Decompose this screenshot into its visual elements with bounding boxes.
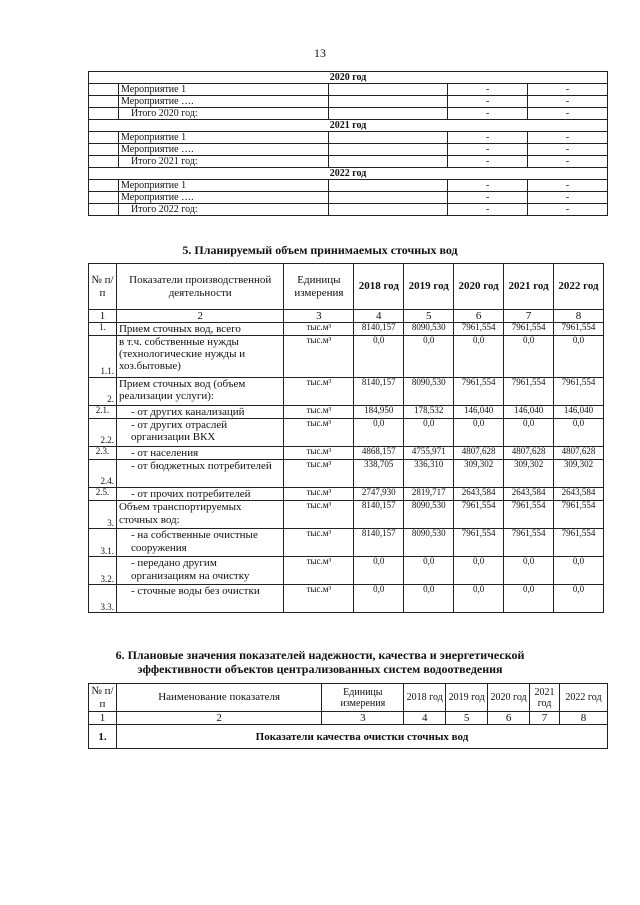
index-cell: 1 xyxy=(89,310,117,323)
measure-value: - xyxy=(528,84,608,96)
page-number: 13 xyxy=(314,46,326,60)
row-value: 2643,584 xyxy=(554,488,604,501)
measure-label: Итого 2022 год: xyxy=(118,204,328,216)
measure-label: Мероприятие 1 xyxy=(118,180,328,192)
section6-title xyxy=(0,648,640,676)
row-indicator-name: - сточные воды без очистки xyxy=(116,585,284,613)
row-value: 4755,971 xyxy=(404,447,454,460)
measure-row xyxy=(89,192,608,204)
row-value: 0,0 xyxy=(554,557,604,585)
row-number: 1. xyxy=(89,323,117,336)
row-value: 8090,530 xyxy=(404,529,454,557)
measure-value: - xyxy=(448,132,528,144)
row-value: 146,040 xyxy=(554,406,604,419)
row-value: 0,0 xyxy=(504,585,554,613)
measure-num-cell xyxy=(89,156,119,168)
row-value: 8140,157 xyxy=(354,323,404,336)
row-number: 3.1. xyxy=(89,529,117,557)
header-num: № п/п xyxy=(89,684,117,712)
row-value: 338,705 xyxy=(354,460,404,488)
row-value: 7961,554 xyxy=(554,501,604,529)
header-year: 2021 год xyxy=(530,684,560,712)
header-name: Показатели производственной деятельности xyxy=(116,264,284,310)
row-number: 3. xyxy=(89,501,117,529)
row-value: 2819,717 xyxy=(404,488,454,501)
table-row xyxy=(89,488,604,501)
row-number: 2.1. xyxy=(89,406,117,419)
measure-value: - xyxy=(528,144,608,156)
measure-empty-cell xyxy=(328,204,448,216)
row-value: 0,0 xyxy=(404,557,454,585)
measure-num-cell xyxy=(89,192,119,204)
year-heading: 2020 год xyxy=(89,72,608,84)
header-unit: Единицы измерения xyxy=(284,264,354,310)
row-value: 309,302 xyxy=(554,460,604,488)
row-value: 2747,930 xyxy=(354,488,404,501)
measure-label: Мероприятие …. xyxy=(118,192,328,204)
row-value: 8090,530 xyxy=(404,323,454,336)
row-value: 7961,554 xyxy=(504,378,554,406)
measure-row xyxy=(89,96,608,108)
measure-empty-cell xyxy=(328,156,448,168)
year-heading: 2021 год xyxy=(89,120,608,132)
index-cell: 6 xyxy=(454,310,504,323)
measure-num-cell xyxy=(89,96,119,108)
section-row xyxy=(89,725,608,749)
measure-row xyxy=(89,108,608,120)
row-value: 0,0 xyxy=(454,419,504,447)
index-cell: 3 xyxy=(284,310,354,323)
header-num: № п/п xyxy=(89,264,117,310)
row-value: 0,0 xyxy=(404,336,454,378)
row-value: 7961,554 xyxy=(504,529,554,557)
row-value: 7961,554 xyxy=(454,501,504,529)
measure-value: - xyxy=(448,144,528,156)
row-indicator-name: - от других канализаций xyxy=(116,406,284,419)
row-unit: тыс.м³ xyxy=(284,406,354,419)
row-unit: тыс.м³ xyxy=(284,488,354,501)
row-value: 0,0 xyxy=(354,336,404,378)
row-value: 4868,157 xyxy=(354,447,404,460)
row-value: 0,0 xyxy=(354,419,404,447)
measure-value: - xyxy=(448,84,528,96)
index-cell: 8 xyxy=(554,310,604,323)
row-value: 336,310 xyxy=(404,460,454,488)
section5-title: 5. Планируемый объем принимаемых сточных вод xyxy=(182,243,458,257)
row-unit: тыс.м³ xyxy=(284,336,354,378)
row-value: 4807,628 xyxy=(554,447,604,460)
measure-value: - xyxy=(528,192,608,204)
measure-num-cell xyxy=(89,132,119,144)
measure-value: - xyxy=(448,192,528,204)
row-value: 0,0 xyxy=(504,419,554,447)
measure-num-cell xyxy=(89,144,119,156)
measure-num-cell xyxy=(89,84,119,96)
header-year: 2018 год xyxy=(404,684,446,712)
row-indicator-name: - от других отраслей организации ВКХ xyxy=(116,419,284,447)
measure-row xyxy=(89,204,608,216)
header-year: 2019 год xyxy=(446,684,488,712)
row-indicator-name: - от прочих потребителей xyxy=(116,488,284,501)
row-number: 1.1. xyxy=(89,336,117,378)
index-cell: 5 xyxy=(404,310,454,323)
row-value: 8090,530 xyxy=(404,378,454,406)
row-value: 184,950 xyxy=(354,406,404,419)
row-value: 8140,157 xyxy=(354,378,404,406)
row-value: 7961,554 xyxy=(554,378,604,406)
row-indicator-name: Прием сточных вод, всего xyxy=(116,323,284,336)
row-indicator-name: - от бюджетных потребителей xyxy=(116,460,284,488)
measure-label: Мероприятие …. xyxy=(118,96,328,108)
section-row-name: Показатели качества очистки сточных вод xyxy=(116,725,607,749)
row-unit: тыс.м³ xyxy=(284,419,354,447)
measure-value: - xyxy=(448,96,528,108)
measure-label: Мероприятие 1 xyxy=(118,84,328,96)
row-value: 0,0 xyxy=(454,557,504,585)
measure-row xyxy=(89,180,608,192)
header-year: 2022 год xyxy=(560,684,608,712)
index-cell: 5 xyxy=(446,712,488,725)
measure-empty-cell xyxy=(328,108,448,120)
row-value: 7961,554 xyxy=(454,323,504,336)
header-year: 2019 год xyxy=(404,264,454,310)
table-row xyxy=(89,378,604,406)
row-value: 2643,584 xyxy=(454,488,504,501)
row-unit: тыс.м³ xyxy=(284,529,354,557)
row-value: 309,302 xyxy=(504,460,554,488)
row-value: 0,0 xyxy=(554,336,604,378)
section-row-num: 1. xyxy=(89,725,117,749)
measure-row xyxy=(89,84,608,96)
measure-label: Мероприятие 1 xyxy=(118,132,328,144)
measure-row xyxy=(89,156,608,168)
measure-label: Итого 2020 год: xyxy=(118,108,328,120)
indicators-table xyxy=(88,683,608,749)
row-value: 4807,628 xyxy=(454,447,504,460)
row-value: 4807,628 xyxy=(504,447,554,460)
measure-empty-cell xyxy=(328,192,448,204)
row-number: 2.3. xyxy=(89,447,117,460)
index-cell: 1 xyxy=(89,712,117,725)
table-row xyxy=(89,501,604,529)
index-cell: 4 xyxy=(404,712,446,725)
row-indicator-name: Объем транспортируемых сточных вод: xyxy=(116,501,284,529)
measure-value: - xyxy=(528,108,608,120)
row-number: 3.2. xyxy=(89,557,117,585)
row-value: 0,0 xyxy=(504,336,554,378)
row-value: 0,0 xyxy=(554,585,604,613)
row-value: 2643,584 xyxy=(504,488,554,501)
index-cell: 6 xyxy=(488,712,530,725)
measure-value: - xyxy=(528,96,608,108)
year-header-row xyxy=(89,168,608,180)
row-value: 146,040 xyxy=(504,406,554,419)
row-unit: тыс.м³ xyxy=(284,460,354,488)
table-header-row xyxy=(89,264,604,310)
section6-title-line1: 6. Плановые значения показателей надежности, качества и энергетической xyxy=(115,648,525,662)
header-year: 2018 год xyxy=(354,264,404,310)
header-year: 2020 год xyxy=(488,684,530,712)
measure-value: - xyxy=(448,204,528,216)
row-indicator-name: - от населения xyxy=(116,447,284,460)
row-value: 7961,554 xyxy=(554,529,604,557)
row-value: 7961,554 xyxy=(454,378,504,406)
measure-value: - xyxy=(528,204,608,216)
measure-value: - xyxy=(448,180,528,192)
row-value: 0,0 xyxy=(354,585,404,613)
table-row xyxy=(89,585,604,613)
row-value: 0,0 xyxy=(404,419,454,447)
row-indicator-name: - на собственные очистные сооружения xyxy=(116,529,284,557)
row-value: 309,302 xyxy=(454,460,504,488)
row-value: 0,0 xyxy=(454,585,504,613)
row-value: 0,0 xyxy=(404,585,454,613)
row-number: 2.5. xyxy=(89,488,117,501)
measure-label: Мероприятие …. xyxy=(118,144,328,156)
row-value: 0,0 xyxy=(504,557,554,585)
measure-empty-cell xyxy=(328,96,448,108)
table-row xyxy=(89,406,604,419)
table-row xyxy=(89,447,604,460)
row-unit: тыс.м³ xyxy=(284,557,354,585)
measure-row xyxy=(89,144,608,156)
index-cell: 8 xyxy=(560,712,608,725)
year-heading: 2022 год xyxy=(89,168,608,180)
table-row xyxy=(89,529,604,557)
index-cell: 7 xyxy=(504,310,554,323)
table-row xyxy=(89,323,604,336)
row-value: 178,532 xyxy=(404,406,454,419)
row-value: 8140,157 xyxy=(354,501,404,529)
row-unit: тыс.м³ xyxy=(284,323,354,336)
row-number: 2.2. xyxy=(89,419,117,447)
row-value: 146,040 xyxy=(454,406,504,419)
index-cell: 3 xyxy=(322,712,404,725)
measure-value: - xyxy=(528,156,608,168)
row-value: 8140,157 xyxy=(354,529,404,557)
table-row xyxy=(89,557,604,585)
section6-title-line2: эффективности объектов централизованных систем водоотведения xyxy=(137,662,503,676)
index-cell: 2 xyxy=(116,310,284,323)
row-unit: тыс.м³ xyxy=(284,501,354,529)
measure-empty-cell xyxy=(328,180,448,192)
row-unit: тыс.м³ xyxy=(284,585,354,613)
row-indicator-name: Прием сточных вод (объем реализации услуги): xyxy=(116,378,284,406)
table-header-row xyxy=(89,684,608,712)
measure-value: - xyxy=(528,180,608,192)
header-name: Наименование показателя xyxy=(116,684,321,712)
row-value: 0,0 xyxy=(454,336,504,378)
measure-value: - xyxy=(448,156,528,168)
row-number: 3.3. xyxy=(89,585,117,613)
row-indicator-name: в т.ч. собственные нужды (технологические нужды и хоз.бытовые) xyxy=(116,336,284,378)
measures-table xyxy=(88,71,608,216)
measure-num-cell xyxy=(89,204,119,216)
header-year: 2022 год xyxy=(554,264,604,310)
measure-empty-cell xyxy=(328,84,448,96)
index-cell: 7 xyxy=(530,712,560,725)
index-cell: 4 xyxy=(354,310,404,323)
measure-empty-cell xyxy=(328,132,448,144)
row-value: 8090,530 xyxy=(404,501,454,529)
measure-num-cell xyxy=(89,108,119,120)
index-row xyxy=(89,310,604,323)
table-row xyxy=(89,336,604,378)
row-value: 7961,554 xyxy=(554,323,604,336)
measure-value: - xyxy=(448,108,528,120)
measure-row xyxy=(89,132,608,144)
row-value: 7961,554 xyxy=(454,529,504,557)
row-unit: тыс.м³ xyxy=(284,378,354,406)
row-value: 7961,554 xyxy=(504,501,554,529)
index-row xyxy=(89,712,608,725)
row-unit: тыс.м³ xyxy=(284,447,354,460)
row-value: 7961,554 xyxy=(504,323,554,336)
header-unit: Единицы измерения xyxy=(322,684,404,712)
measure-label: Итого 2021 год: xyxy=(118,156,328,168)
row-number: 2.4. xyxy=(89,460,117,488)
measure-value: - xyxy=(528,132,608,144)
measure-num-cell xyxy=(89,180,119,192)
year-header-row xyxy=(89,72,608,84)
year-header-row xyxy=(89,120,608,132)
row-value: 0,0 xyxy=(354,557,404,585)
row-number: 2. xyxy=(89,378,117,406)
table-row xyxy=(89,460,604,488)
header-year: 2021 год xyxy=(504,264,554,310)
index-cell: 2 xyxy=(116,712,321,725)
measure-empty-cell xyxy=(328,144,448,156)
header-year: 2020 год xyxy=(454,264,504,310)
row-indicator-name: - передано другим организациям на очистку xyxy=(116,557,284,585)
table-row xyxy=(89,419,604,447)
row-value: 0,0 xyxy=(554,419,604,447)
wastewater-volume-table xyxy=(88,263,604,613)
